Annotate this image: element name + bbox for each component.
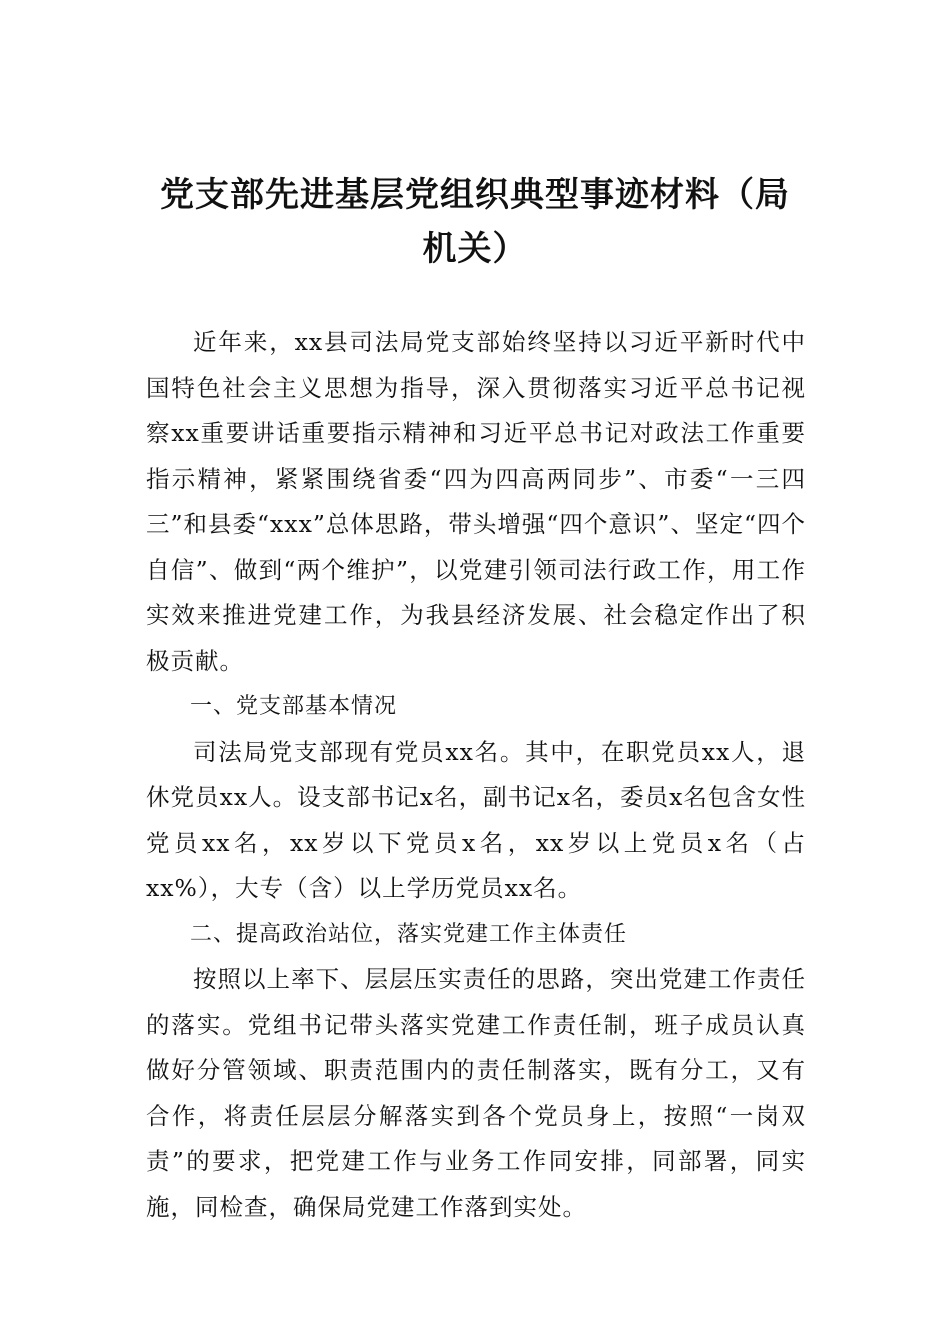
document-body (146, 320, 806, 1230)
section-1-heading: 一、党支部基本情况 (190, 694, 398, 719)
intro-paragraph: 近年来，xx县司法局党支部始终坚持以习近平新时代中国特色社会主义思想为指导，深入贯彻落实习近平总书记视察xx重要讲话重要指示精神和习近平总书记对政法工作重要指示精神，紧紧围绕省委“四为四高两同步”、市委“一三四三”和县委“xxx”总体思路，带头增强“四个意识”、坚定“四个自信”、做到“两个维护”，以党建引领司法行政工作，用工作实效来推进党建工作，为我县经济发展、社会稳定作出了积极贡献。 (146, 328, 806, 675)
section-2-paragraph: 按照以上率下、层层压实责任的思路，突出党建工作责任的落实。党组书记带头落实党建工作责任制，班子成员认真做好分管领域、职责范围内的责任制落实，既有分工，又有合作，将责任层层分解落实到各个党员身上，按照“一岗双责”的要求，把党建工作与业务工作同安排，同部署，同实施，同检查，确保局党建工作落到实处。 (146, 965, 806, 1221)
section-2-heading: 二、提高政治站位，落实党建工作主体责任 (190, 921, 628, 947)
section-1-paragraph: 司法局党支部现有党员xx名。其中，在职党员xx人，退休党员xx人。设支部书记x名，副书记x名，委员x名包含女性党员xx名，xx岁以下党员x名，xx岁以上党员x名（占xx%），大专（含）以上学历党员xx名。 (146, 737, 806, 902)
document-title-line-2: 机关） (422, 229, 528, 269)
document-title-line-1: 党支部先进基层党组织典型事迹材料（局 (160, 175, 790, 215)
document-title (140, 168, 810, 276)
